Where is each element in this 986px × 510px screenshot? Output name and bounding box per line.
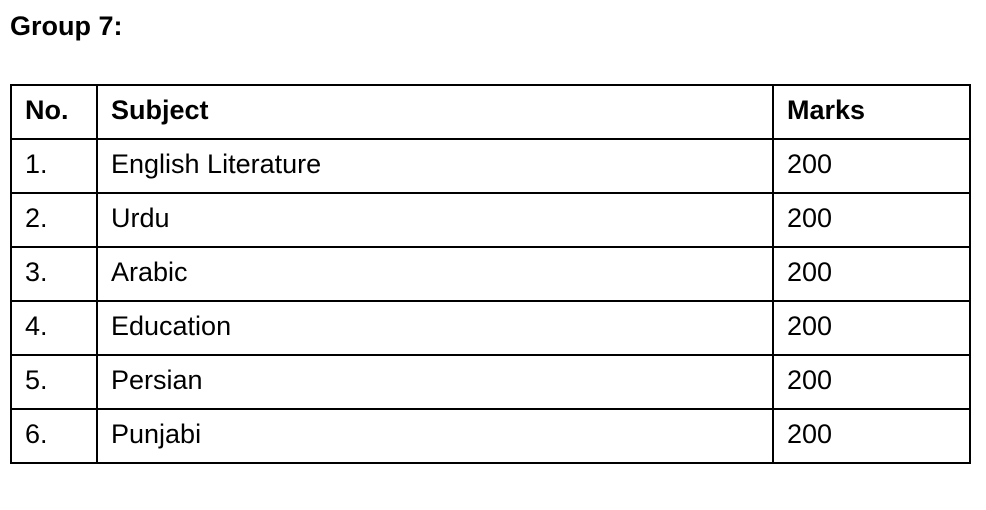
row-subject: Education [97, 301, 773, 355]
table-row [11, 139, 970, 193]
row-number: 6. [11, 409, 97, 463]
subjects-table [10, 84, 971, 464]
column-header-subject: Subject [97, 85, 773, 139]
row-subject: Urdu [97, 193, 773, 247]
row-marks: 200 [773, 247, 970, 301]
column-header-marks: Marks [773, 85, 970, 139]
row-marks: 200 [773, 355, 970, 409]
table-row [11, 355, 970, 409]
column-header-no: No. [11, 85, 97, 139]
table-row [11, 247, 970, 301]
table-header-row [11, 85, 970, 139]
row-subject: Punjabi [97, 409, 773, 463]
group-heading: Group 7: [10, 11, 123, 41]
row-number: 4. [11, 301, 97, 355]
row-subject: Persian [97, 355, 773, 409]
row-number: 3. [11, 247, 97, 301]
row-marks: 200 [773, 193, 970, 247]
table-row [11, 301, 970, 355]
row-number: 1. [11, 139, 97, 193]
row-subject: Arabic [97, 247, 773, 301]
row-number: 5. [11, 355, 97, 409]
row-marks: 200 [773, 139, 970, 193]
row-subject: English Literature [97, 139, 773, 193]
row-number: 2. [11, 193, 97, 247]
table-row [11, 409, 970, 463]
row-marks: 200 [773, 301, 970, 355]
table-row [11, 193, 970, 247]
row-marks: 200 [773, 409, 970, 463]
